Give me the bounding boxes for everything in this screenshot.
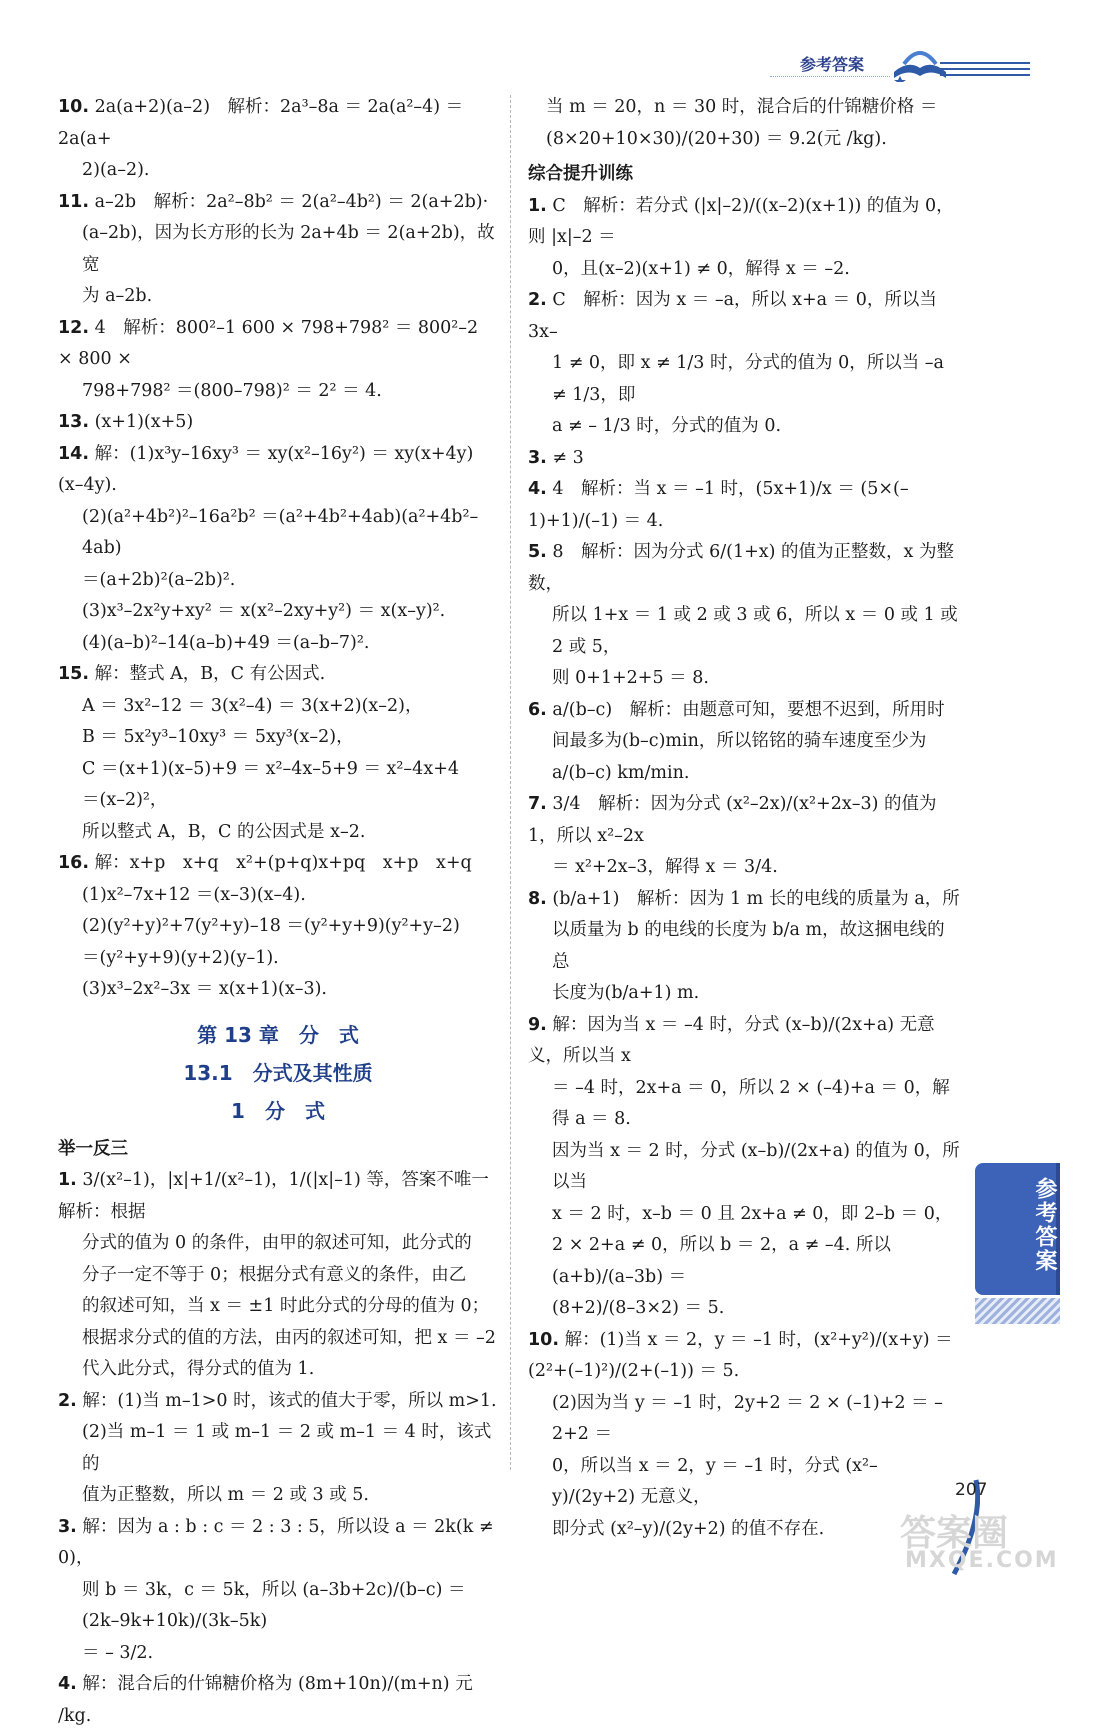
answer-side-tab bbox=[975, 1163, 1060, 1295]
answer-number: 14. bbox=[58, 443, 90, 464]
answer-number: 5. bbox=[528, 542, 547, 562]
answer-text: 所以整式 A，B，C 的公因式是 x–2. bbox=[82, 821, 366, 842]
answer-text: 798+798² ＝(800–798)² ＝ 2² ＝ 4. bbox=[82, 380, 382, 401]
side-tab-stripes bbox=[975, 1298, 1060, 1324]
answer-text: 解：整式 A，B，C 有公因式. bbox=[94, 664, 326, 684]
answer-text: ＝ – 3/2. bbox=[82, 1642, 154, 1663]
answer-text: ≠ 3 bbox=[552, 447, 584, 468]
answer-text: B ＝ 5x²y³–10xy³ ＝ 5xy³(x–2)， bbox=[82, 727, 354, 747]
subsection-title: 1 分 式 bbox=[231, 1098, 325, 1123]
answer-number: 8. bbox=[528, 888, 547, 909]
page-number: 207 bbox=[955, 1480, 988, 1500]
answer-text: 则 0+1+2+5 ＝ 8. bbox=[552, 668, 709, 688]
answer-text: 的叙述可知，当 x ＝ ±1 时此分式的分母的值为 0； bbox=[82, 1296, 490, 1316]
answer-number: 6. bbox=[528, 699, 547, 720]
answer-15 bbox=[58, 659, 498, 691]
answer-text: A ＝ 3x²–12 ＝ 3(x²–4) ＝ 3(x+2)(x–2)， bbox=[82, 695, 423, 716]
answer-text: 1 ≠ 0，即 x ≠ 1/3 时，分式的值为 0，所以当 –a ≠ 1/3，即 bbox=[552, 353, 944, 405]
answer-11 bbox=[58, 187, 498, 219]
answer-text: ＝(x–2)²， bbox=[82, 790, 168, 810]
answer-text: (2)因为当 y ＝ –1 时，2y+2 ＝ 2 × (–1)+2 ＝ –2+2 ＝ bbox=[552, 1392, 943, 1444]
chapter-title: 第 13 章 分 式 bbox=[197, 1022, 359, 1047]
answer-number: 12. bbox=[58, 317, 90, 338]
answer-text: 分式的值为 0 的条件，由甲的叙述可知，此分式的 bbox=[82, 1233, 472, 1253]
answer-text: (1)x²–7x+12 ＝(x–3)(x–4). bbox=[82, 884, 306, 905]
answer-text: 为 a–2b. bbox=[82, 286, 153, 306]
training-7 bbox=[528, 789, 960, 852]
answer-number: 15. bbox=[58, 664, 90, 684]
practice-1 bbox=[58, 1165, 507, 1228]
practice-2 bbox=[58, 1386, 498, 1418]
answer-text: a/(b–c) km/min. bbox=[552, 762, 690, 783]
answer-text: 长度为(b/a+1) m. bbox=[552, 983, 700, 1003]
answer-text: 解：x+p x+q x²+(p+q)x+pq x+p x+q bbox=[94, 853, 472, 873]
answer-number: 4. bbox=[528, 479, 547, 499]
training-10 bbox=[528, 1325, 960, 1388]
answer-text: C 解析：因为 x ＝ –a，所以 x+a ＝ 0，所以当 3x– bbox=[528, 290, 937, 342]
answer-text: 所以 1+x ＝ 1 或 2 或 3 或 6，所以 x ＝ 0 或 1 或 2 或 5， bbox=[552, 605, 958, 657]
answer-13 bbox=[58, 407, 498, 439]
answer-number: 16. bbox=[58, 853, 90, 873]
answer-number: 11. bbox=[58, 191, 90, 212]
column-divider bbox=[510, 95, 511, 1470]
answer-text: (3)x³–2x²–3x ＝ x(x+1)(x–3). bbox=[82, 979, 327, 999]
answer-text: 解：因为当 x ＝ –4 时，分式 (x–b)/(2x+a) 无意义，所以当 x bbox=[528, 1014, 935, 1066]
answer-text: (2)(a²+4b²)²–16a²b² ＝(a²+4b²+4ab)(a²+4b²–4ab) bbox=[82, 506, 479, 558]
answer-text: 2 × 2+a ≠ 0，所以 b ＝ 2，a ≠ –4. 所以 (a+b)/(a–3b) ＝ bbox=[552, 1235, 891, 1287]
answer-14 bbox=[58, 439, 498, 502]
answer-16 bbox=[58, 848, 498, 880]
section-heading: 综合提升训练 bbox=[528, 164, 633, 184]
training-3 bbox=[528, 443, 960, 475]
answer-text: a–2b 解析：2a²–8b² ＝ 2(a²–4b²) ＝ 2(a+2b)· bbox=[94, 191, 489, 212]
answer-text: (b/a+1) 解析：因为 1 m 长的电线的质量为 a，所 bbox=[552, 888, 960, 909]
answer-text: ＝ –4 时，2x+a ＝ 0，所以 2 × (–4)+a ＝ 0，解得 a ＝ 8. bbox=[552, 1077, 950, 1129]
training-4 bbox=[528, 474, 960, 537]
page-header bbox=[770, 40, 1070, 88]
answer-text: ＝ x²+2x–3，解得 x ＝ 3/4. bbox=[552, 857, 778, 877]
answer-text: 间最多为(b–c)min，所以铭铭的骑车速度至少为 bbox=[552, 731, 927, 751]
answer-text: 0，所以当 x ＝ 2，y ＝ –1 时，分式 (x²–y)/(2y+2) 无意义， bbox=[552, 1455, 878, 1507]
answer-text: (8×20+10×30)/(20+30) ＝ 9.2(元 /kg). bbox=[546, 128, 887, 149]
answer-number: 3. bbox=[528, 447, 547, 468]
header-dotted-rule bbox=[770, 76, 890, 77]
answer-text: a ≠ – 1/3 时，分式的值为 0. bbox=[552, 416, 782, 436]
header-rule bbox=[940, 68, 1030, 70]
answer-text: 2a(a+2)(a–2) 解析：2a³–8a ＝ 2a(a²–4) ＝ 2a(a+ bbox=[58, 97, 464, 149]
practice-3 bbox=[58, 1512, 498, 1575]
answer-text: 根据求分式的值的方法，由丙的叙述可知，把 x ＝ –2 bbox=[82, 1327, 496, 1348]
section-title: 13.1 分式及其性质 bbox=[183, 1060, 373, 1085]
answer-number: 2. bbox=[58, 1390, 77, 1411]
answer-text: 当 m ＝ 20，n ＝ 30 时，混合后的什锦糖价格 ＝ bbox=[546, 97, 938, 117]
answer-text: 代入此分式，得分式的值为 1. bbox=[82, 1359, 315, 1379]
header-rule bbox=[940, 62, 1030, 64]
answer-text: 分子一定不等于 0；根据分式有意义的条件，由乙 bbox=[82, 1264, 467, 1285]
answer-text: 以质量为 b 的电线的长度为 b/a m，故这捆电线的总 bbox=[552, 920, 945, 972]
answer-text: ＝(y²+y+9)(y+2)(y–1). bbox=[82, 947, 279, 968]
training-9 bbox=[528, 1010, 960, 1073]
answer-text: (3)x³–2x²y+xy² ＝ x(x²–2xy+y²) ＝ x(x–y)². bbox=[82, 601, 446, 621]
answer-number: 13. bbox=[58, 412, 90, 432]
answer-text: (a–2b)，因为长方形的长为 2a+4b ＝ 2(a+2b)，故宽 bbox=[82, 223, 495, 275]
training-2 bbox=[528, 285, 960, 348]
answer-number: 10. bbox=[528, 1329, 560, 1350]
answer-text: (4)(a–b)²–14(a–b)+49 ＝(a–b–7)². bbox=[82, 632, 370, 653]
answer-text: 2)(a–2). bbox=[82, 160, 150, 180]
answer-text: 即分式 (x²–y)/(2y+2) 的值不存在. bbox=[552, 1518, 825, 1539]
practice-4 bbox=[58, 1669, 498, 1732]
answer-text: (2)(y²+y)²+7(y²+y)–18 ＝(y²+y+9)(y²+y–2) bbox=[82, 916, 460, 936]
answer-12 bbox=[58, 313, 498, 376]
training-5 bbox=[528, 537, 960, 600]
answer-number: 2. bbox=[528, 290, 547, 310]
answer-number: 9. bbox=[528, 1014, 547, 1035]
answer-text: 解：(1)当 x ＝ 2，y ＝ –1 时，(x²+y²)/(x+y) ＝ (2²+(–1)²)/(2+(–1)) ＝ 5. bbox=[528, 1329, 953, 1381]
answer-text: 解：(1)x³y–16xy³ ＝ xy(x²–16y²) ＝ xy(x+4y)(x–4y). bbox=[58, 443, 474, 495]
answer-text: 8 解析：因为分式 6/(1+x) 的值为正整数，x 为整数， bbox=[528, 542, 954, 594]
answer-text: (2)当 m–1 ＝ 1 或 m–1 ＝ 2 或 m–1 ＝ 4 时，该式的 bbox=[82, 1422, 492, 1474]
answer-number: 3. bbox=[58, 1516, 77, 1537]
answer-text: 解：因为 a : b : c ＝ 2 : 3 : 5，所以设 a ＝ 2k(k ≠ 0)， bbox=[58, 1516, 494, 1568]
answer-text: 则 b ＝ 3k，c ＝ 5k，所以 (a–3b+2c)/(b–c) ＝ (2k–9k+10k)/(3k–5k) bbox=[82, 1579, 466, 1631]
answer-text: 因为当 x ＝ 2 时，分式 (x–b)/(2x+a) 的值为 0，所以当 bbox=[552, 1140, 960, 1192]
answer-text: (8+2)/(8–3×2) ＝ 5. bbox=[552, 1298, 725, 1318]
training-1 bbox=[528, 191, 960, 254]
answer-text: (x+1)(x+5) bbox=[94, 412, 194, 432]
answer-text: ＝(a+2b)²(a–2b)². bbox=[82, 569, 236, 590]
answer-text: x ＝ 2 时，x–b ＝ 0 且 2x+a ≠ 0，即 2–b ＝ 0， bbox=[552, 1203, 953, 1224]
answer-text: 解：混合后的什锦糖价格为 (8m+10n)/(m+n) 元 /kg. bbox=[58, 1674, 473, 1726]
answer-text: a/(b–c) 解析：由题意可知，要想不迟到，所用时 bbox=[552, 699, 945, 720]
header-rule bbox=[940, 74, 1030, 76]
answer-number: 7. bbox=[528, 794, 547, 814]
left-column bbox=[58, 92, 507, 1732]
answer-10 bbox=[58, 92, 498, 155]
side-tab-label: 参考答案 bbox=[1032, 1177, 1057, 1273]
answer-text: C ＝(x+1)(x–5)+9 ＝ x²–4x–5+9 ＝ x²–4x+4 bbox=[82, 758, 459, 779]
right-column bbox=[528, 92, 960, 1545]
answer-number: 10. bbox=[58, 97, 90, 117]
answer-text: 4 解析：当 x ＝ –1 时，(5x+1)/x ＝ (5×(–1)+1)/(–1) ＝ 4. bbox=[528, 479, 909, 531]
practice-heading: 举一反三 bbox=[58, 1138, 128, 1159]
answer-text: 值为正整数，所以 m ＝ 2 或 3 或 5. bbox=[82, 1485, 369, 1505]
answer-text: 3/4 解析：因为分式 (x²–2x)/(x²+2x–3) 的值为 1，所以 x²–2x bbox=[528, 794, 937, 846]
answer-text: C 解析：若分式 (|x|–2)/((x–2)(x+1)) 的值为 0，则 |x|–2 ＝ bbox=[528, 195, 954, 247]
answer-number: 1. bbox=[528, 195, 547, 216]
answer-number: 1. bbox=[58, 1170, 77, 1190]
training-6 bbox=[528, 695, 960, 727]
answer-text: 4 解析：800²–1 600 × 798+798² ＝ 800²–2 × 800 × bbox=[58, 317, 479, 369]
watermark-url: MXQE.COM bbox=[905, 1548, 1059, 1573]
answer-number: 4. bbox=[58, 1674, 77, 1694]
training-8 bbox=[528, 884, 960, 916]
answer-text: 3/(x²–1)，|x|+1/(x²–1)，1/(|x|–1) 等，答案不唯一 解析：根据 bbox=[58, 1170, 507, 1222]
watermark: 答案圈 bbox=[900, 1513, 1009, 1554]
header-title: 参考答案 bbox=[800, 55, 865, 74]
answer-text: 0，且(x–2)(x+1) ≠ 0，解得 x ＝ –2. bbox=[552, 258, 850, 279]
answer-text: 解：(1)当 m–1>0 时，该式的值大于零，所以 m>1. bbox=[82, 1390, 497, 1411]
